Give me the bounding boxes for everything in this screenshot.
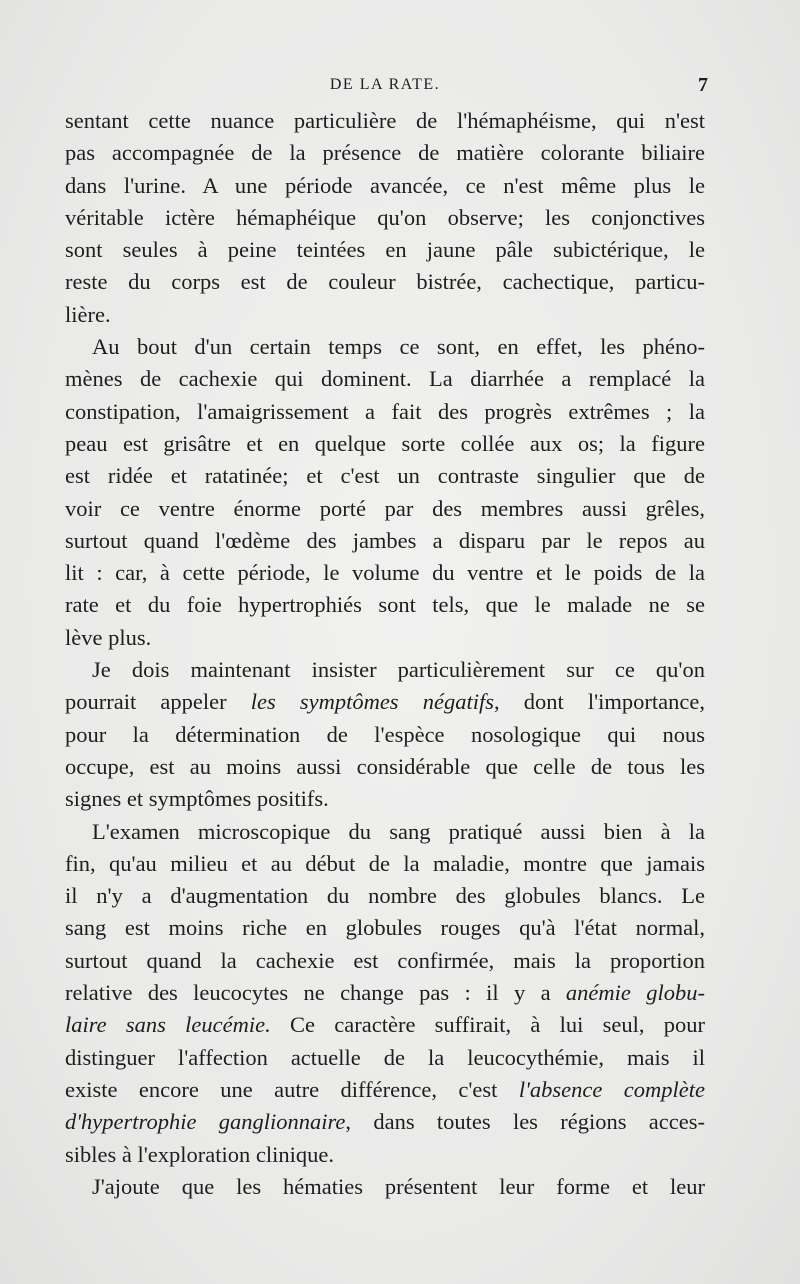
italic-segment: les symptômes négatifs <box>250 689 494 715</box>
text-line <box>65 589 705 621</box>
text-line <box>65 363 705 395</box>
text-segment: est ridée et ratatinée; et c'est un contraste singulier que de <box>65 463 705 489</box>
text-line <box>65 493 705 525</box>
text-segment: sentant cette nuance particulière de l'hémaphéisme, qui n'est <box>65 108 705 133</box>
text-segment: pourrait appeler <box>65 689 251 715</box>
text-line <box>65 331 705 363</box>
text-line <box>65 816 705 848</box>
text-segment: pour la détermination de l'espèce nosologique qui nous <box>65 721 705 747</box>
text-line <box>65 525 705 557</box>
text-segment: mènes de cachexie qui dominent. La diarrhée a remplacé la <box>65 366 705 392</box>
text-segment: reste du corps est de couleur bistrée, cachectique, particu- <box>65 269 705 295</box>
text-segment: distinguer l'affection actuelle de la leucocythémie, mais il <box>65 1044 705 1070</box>
text-segment: occupe, est au moins aussi considérable que celle de tous les <box>65 753 705 779</box>
text-segment: surtout quand la cachexie est confirmée, mais la proportion <box>65 947 705 973</box>
text-line <box>65 557 705 589</box>
text-segment: , dont l'importance, <box>493 689 705 715</box>
text-line <box>65 848 705 880</box>
text-segment: , dans toutes les régions acces- <box>345 1109 705 1135</box>
page-number: 7 <box>698 74 708 96</box>
body-text <box>65 105 705 1203</box>
text-segment: peau est grisâtre et en quelque sorte collée aux os; la figure <box>65 430 705 456</box>
text-line <box>65 202 705 234</box>
text-segment: fin, qu'au milieu et au début de la maladie, montre que jamais <box>65 850 705 876</box>
text-line <box>65 912 705 944</box>
text-line <box>65 137 705 169</box>
text-segment: Au bout d'un certain temps ce sont, en effet, les phéno- <box>92 334 705 360</box>
text-line <box>65 945 705 977</box>
text-line <box>65 1074 705 1106</box>
text-line <box>65 719 705 751</box>
text-segment: voir ce ventre énorme porté par des membres aussi grêles, <box>65 495 705 521</box>
text-line <box>65 751 705 783</box>
text-segment: lit : car, à cette période, le volume du ventre et le poids de la <box>65 560 705 586</box>
text-line <box>65 1042 705 1074</box>
text-line <box>65 105 705 137</box>
text-segment: surtout quand l'œdème des jambes a disparu par le repos au <box>65 527 705 553</box>
text-line <box>65 654 705 686</box>
italic-segment: laire sans leucémie. <box>65 1012 271 1038</box>
text-line <box>65 1171 705 1203</box>
text-segment: dans l'urine. A une période avancée, ce n'est même plus le <box>65 172 705 198</box>
text-segment: sang est moins riche en globules rouges qu'à l'état normal, <box>65 915 705 941</box>
text-line <box>65 880 705 912</box>
text-line <box>65 1106 705 1138</box>
text-segment: L'examen microscopique du sang pratiqué aussi bien à la <box>92 818 705 844</box>
text-segment: lève plus. <box>65 624 152 650</box>
text-line <box>65 299 705 331</box>
italic-segment: anémie globu- <box>565 980 705 1006</box>
italic-segment: l'absence complète <box>518 1076 705 1102</box>
text-line <box>65 460 705 492</box>
text-line <box>65 234 705 266</box>
text-line <box>65 977 705 1009</box>
text-line <box>65 396 705 428</box>
italic-segment: d'hypertrophie ganglionnaire <box>65 1109 346 1135</box>
text-segment: il n'y a d'augmentation du nombre des globules blancs. Le <box>65 883 705 909</box>
text-segment: lière. <box>65 301 111 327</box>
text-segment: constipation, l'amaigrissement a fait des progrès extrêmes ; la <box>65 398 705 424</box>
text-segment: véritable ictère hémaphéique qu'on observe; les conjonctives <box>65 204 705 230</box>
text-line <box>65 266 705 298</box>
text-line <box>65 1009 705 1041</box>
text-segment: existe encore une autre différence, c'est <box>65 1076 519 1102</box>
text-segment: relative des leucocytes ne change pas : il y a <box>65 980 566 1006</box>
text-segment: J'ajoute que les hématies présentent leur forme et leur <box>92 1173 705 1199</box>
text-segment: signes et symptômes positifs. <box>65 786 329 812</box>
running-head <box>60 72 710 102</box>
text-segment: Ce caractère suffirait, à lui seul, pour <box>270 1012 705 1038</box>
text-line <box>65 783 705 815</box>
text-segment: sibles à l'exploration clinique. <box>65 1141 334 1167</box>
text-segment: pas accompagnée de la présence de matière colorante biliaire <box>65 140 705 166</box>
text-segment: rate et du foie hypertrophiés sont tels, que le malade ne se <box>65 592 705 618</box>
text-line <box>65 1139 705 1171</box>
text-line <box>65 170 705 202</box>
text-line <box>65 622 705 654</box>
text-line <box>65 686 705 718</box>
running-title: DE LA RATE. <box>329 76 441 93</box>
text-line <box>65 428 705 460</box>
text-segment: sont seules à peine teintées en jaune pâle subictérique, le <box>65 237 705 263</box>
text-segment: Je dois maintenant insister particulièrement sur ce qu'on <box>92 657 705 683</box>
